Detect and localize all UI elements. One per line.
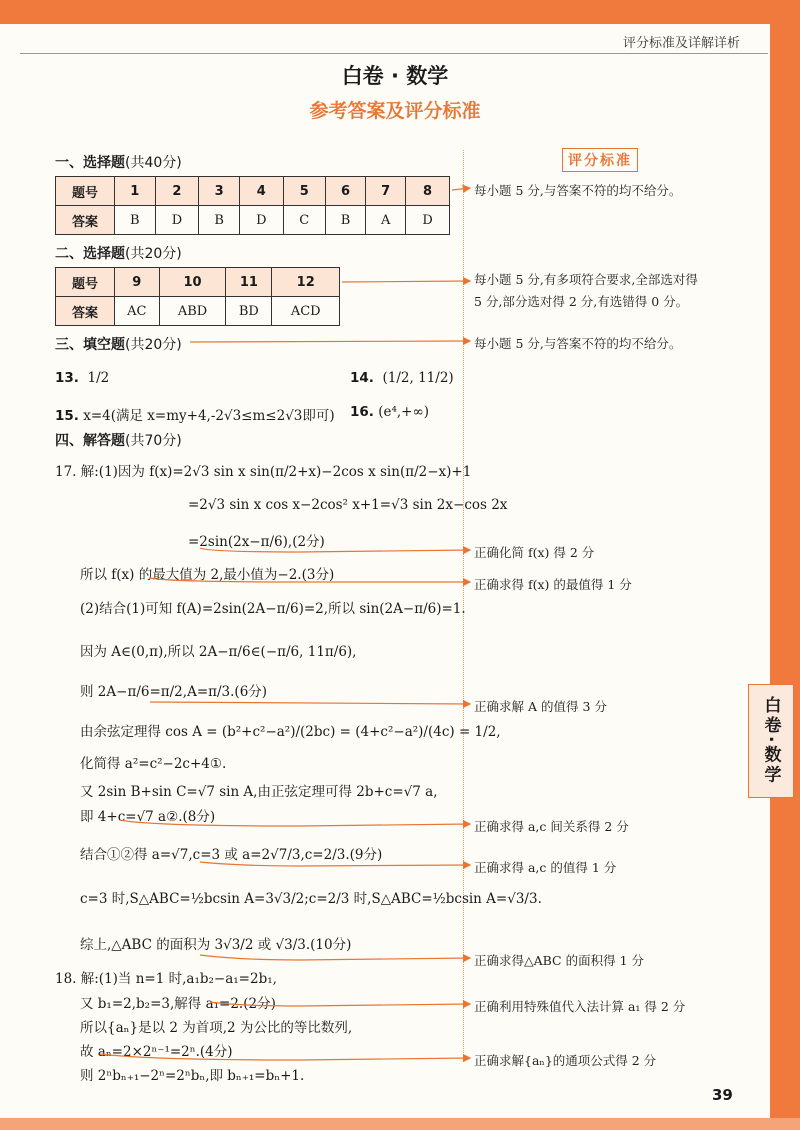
solution-line: 综上,△ABC 的面积为 3√3/2 或 √3/3.(10分) — [80, 937, 352, 953]
scoring-note: 正确求得 f(x) 的最值得 1 分 — [474, 577, 632, 592]
solution-line: 所以{aₙ}是以 2 为首项,2 为公比的等比数列, — [80, 1020, 353, 1036]
solution-line: 结合①②得 a=√7,c=3 或 a=2√7/3,c=2/3.(9分) — [80, 847, 383, 863]
table-cell: 7 — [366, 177, 406, 206]
solution-line: 所以 f(x) 的最大值为 2,最小值为−2.(3分) — [80, 567, 335, 583]
table-cell: BD — [226, 297, 272, 326]
question-number: 15. — [55, 408, 79, 424]
running-header: 评分标准及详解详析 — [622, 36, 740, 51]
section-points: (共40分) — [125, 155, 182, 171]
solution-line: =2sin(2x−π/6),(2分) — [188, 534, 325, 550]
solution-line: 即 4+c=√7 a②.(8分) — [80, 809, 216, 825]
table-cell: 12 — [272, 268, 340, 297]
table-cell: A — [366, 206, 406, 235]
table-cell: 3 — [199, 177, 240, 206]
table-cell: ABD — [159, 297, 226, 326]
arrow-line — [200, 548, 470, 552]
section-title: 三、填空题 — [55, 337, 125, 353]
arrow-line — [452, 188, 470, 190]
table-cell: 6 — [325, 177, 366, 206]
solution-line: 又 2sin B+sin C=√7 sin A,由正弦定理可得 2b+c=√7 a, — [80, 784, 438, 800]
section-title: 四、解答题 — [55, 433, 125, 449]
scoring-note: 正确求得 a,c 间关系得 2 分 — [474, 819, 629, 834]
answer-text: x=4(满足 x=my+4,-2√3≤m≤2√3即可) — [83, 408, 335, 424]
section-title: 二、选择题 — [55, 246, 125, 262]
page-subtitle: 参考答案及评分标准 — [309, 100, 481, 122]
table-cell: D — [406, 206, 450, 235]
solution-line: 故 aₙ=2×2ⁿ⁻¹=2ⁿ.(4分) — [80, 1044, 233, 1060]
scoring-note: 5 分,部分选对得 2 分,有选错得 0 分。 — [474, 294, 689, 309]
scoring-note: 正确求得△ABC 的面积得 1 分 — [474, 953, 644, 968]
scoring-badge: 评分标准 — [562, 148, 638, 172]
solution-line: 18. 解:(1)当 n=1 时,a₁b₂−a₁=2b₁, — [55, 971, 277, 987]
section-points: (共20分) — [125, 246, 182, 262]
solution-line: 因为 A∈(0,π),所以 2A−π/6∈(−π/6, 11π/6), — [80, 644, 357, 660]
table-cell: B — [199, 206, 240, 235]
solution-line: =2√3 sin x cos x−2cos² x+1=√3 sin 2x−cos 2x — [188, 497, 508, 513]
question-number: 16. — [350, 404, 374, 420]
solution-line: 则 2ⁿbₙ₊₁−2ⁿ=2ⁿbₙ,即 bₙ₊₁=bₙ+1. — [80, 1068, 305, 1084]
table-cell: 5 — [283, 177, 325, 206]
scoring-note: 每小题 5 分,与答案不符的均不给分。 — [474, 183, 682, 198]
table-cell: AC — [115, 297, 160, 326]
arrow-line — [200, 862, 470, 866]
solution-line: 17. 解:(1)因为 f(x)=2√3 sin x sin(π/2+x)−2cos x sin(π/2−x)+1 — [55, 464, 472, 480]
table-cell: 2 — [155, 177, 199, 206]
page-title: 白卷 · 数学 — [341, 64, 449, 88]
section-points: (共20分) — [125, 337, 182, 353]
table-cell: C — [283, 206, 325, 235]
arrow-line — [200, 955, 470, 960]
section-side-tab: 白卷·数学 — [748, 684, 794, 798]
solution-line: 则 2A−π/6=π/2,A=π/3.(6分) — [80, 684, 268, 700]
arrow-line — [342, 281, 470, 282]
table-cell: B — [115, 206, 156, 235]
arrow-line — [190, 341, 470, 342]
table-cell: D — [239, 206, 283, 235]
arrow-line — [150, 702, 470, 704]
arrow-line — [210, 1002, 470, 1006]
solution-line: 由余弦定理得 cos A = (b²+c²−a²)/(2bc) = (4+c²−a²)/(4c) = 1/2, — [80, 724, 501, 740]
scoring-note: 正确求得 a,c 的值得 1 分 — [474, 860, 617, 875]
page-number: 39 — [712, 1086, 733, 1104]
scoring-note: 正确求解{aₙ}的通项公式得 2 分 — [474, 1053, 657, 1068]
table-cell: 11 — [226, 268, 272, 297]
table-cell: 答案 — [56, 297, 115, 326]
scoring-note: 正确利用特殊值代入法计算 a₁ 得 2 分 — [474, 999, 686, 1014]
scoring-note: 正确求解 A 的值得 3 分 — [474, 699, 607, 714]
scoring-note: 正确化简 f(x) 得 2 分 — [474, 545, 595, 560]
table-cell: ACD — [272, 297, 340, 326]
scoring-note: 每小题 5 分,与答案不符的均不给分。 — [474, 336, 682, 351]
answer-text: (1/2, 11/2) — [382, 370, 454, 386]
solution-line: 化简得 a²=c²−2c+4①. — [80, 756, 227, 772]
table-cell: 题号 — [56, 177, 115, 206]
table-cell: 1 — [115, 177, 156, 206]
scoring-note: 每小题 5 分,有多项符合要求,全部选对得 — [474, 272, 698, 287]
table-cell: 9 — [115, 268, 160, 297]
arrow-line — [100, 1054, 470, 1060]
answer-text: (e⁴,+∞) — [378, 404, 430, 420]
section-points: (共70分) — [125, 433, 182, 449]
solution-line: 又 b₁=2,b₂=3,解得 a₁=2.(2分) — [80, 996, 276, 1012]
table-cell: 答案 — [56, 206, 115, 235]
table-cell: 8 — [406, 177, 450, 206]
arrow-line — [150, 578, 470, 582]
table-cell: 10 — [159, 268, 226, 297]
table-cell: B — [325, 206, 366, 235]
solution-line: c=3 时,S△ABC=½bcsin A=3√3/2;c=2/3 时,S△ABC=½bcsin A=√3/3. — [80, 891, 542, 907]
question-number: 13. — [55, 370, 79, 386]
answer-text: 1/2 — [87, 370, 110, 386]
solution-line: (2)结合(1)可知 f(A)=2sin(2A−π/6)=2,所以 sin(2A−π/6)=1. — [80, 601, 466, 617]
table-cell: 题号 — [56, 268, 115, 297]
arrow-line — [120, 820, 470, 826]
table-cell: D — [155, 206, 199, 235]
table-cell: 4 — [239, 177, 283, 206]
section-title: 一、选择题 — [55, 155, 125, 171]
question-number: 14. — [350, 370, 374, 386]
